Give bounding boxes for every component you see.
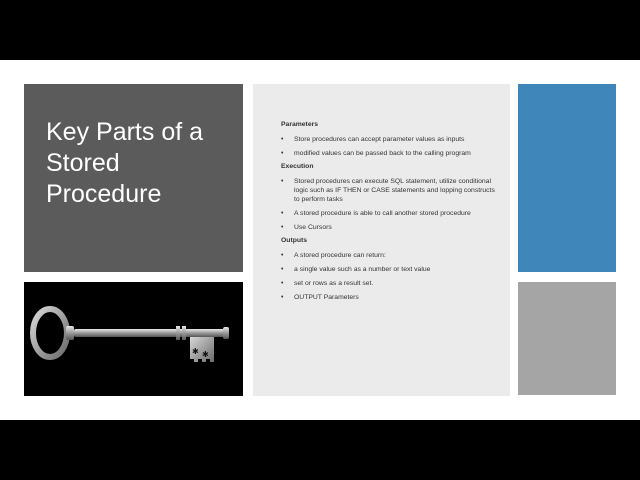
key-image bbox=[24, 282, 243, 396]
bullet-item: • Use Cursors bbox=[281, 223, 497, 232]
bullet-list-execution bbox=[281, 177, 497, 232]
bullet-item: • Store procedures can accept parameter values as inputs bbox=[281, 135, 497, 144]
section-heading-execution: Execution bbox=[281, 163, 314, 170]
bullet-list-parameters bbox=[281, 135, 497, 158]
content-panel bbox=[253, 84, 510, 396]
slide-title: Key Parts of a Stored Procedure bbox=[46, 118, 204, 208]
bullet-item: • OUTPUT Parameters bbox=[281, 293, 497, 302]
bullet-list-outputs bbox=[281, 251, 497, 302]
svg-text:✱: ✱ bbox=[192, 347, 199, 356]
slide bbox=[0, 60, 640, 420]
key-icon bbox=[24, 282, 243, 396]
section-heading-outputs: Outputs bbox=[281, 237, 308, 244]
svg-text:✱: ✱ bbox=[202, 350, 209, 359]
section-heading-parameters: Parameters bbox=[281, 121, 319, 128]
bullet-item: • A stored procedure can return: bbox=[281, 251, 497, 260]
accent-panel-blue bbox=[518, 84, 616, 272]
bullet-item: • set or rows as a result set. bbox=[281, 279, 497, 288]
title-panel bbox=[24, 84, 243, 272]
bullet-item: • A stored procedure is able to call another stored procedure bbox=[281, 209, 497, 218]
accent-panel-gray bbox=[518, 282, 616, 395]
bullet-item: • Stored procedures can execute SQL statement, utilize conditional logic such as IF THEN or CASE statements and lopping constructs to perform tasks bbox=[281, 177, 497, 204]
bullet-item: • modified values can be passed back to the calling program bbox=[281, 149, 497, 158]
bullet-item: • a single value such as a number or text value bbox=[281, 265, 497, 274]
